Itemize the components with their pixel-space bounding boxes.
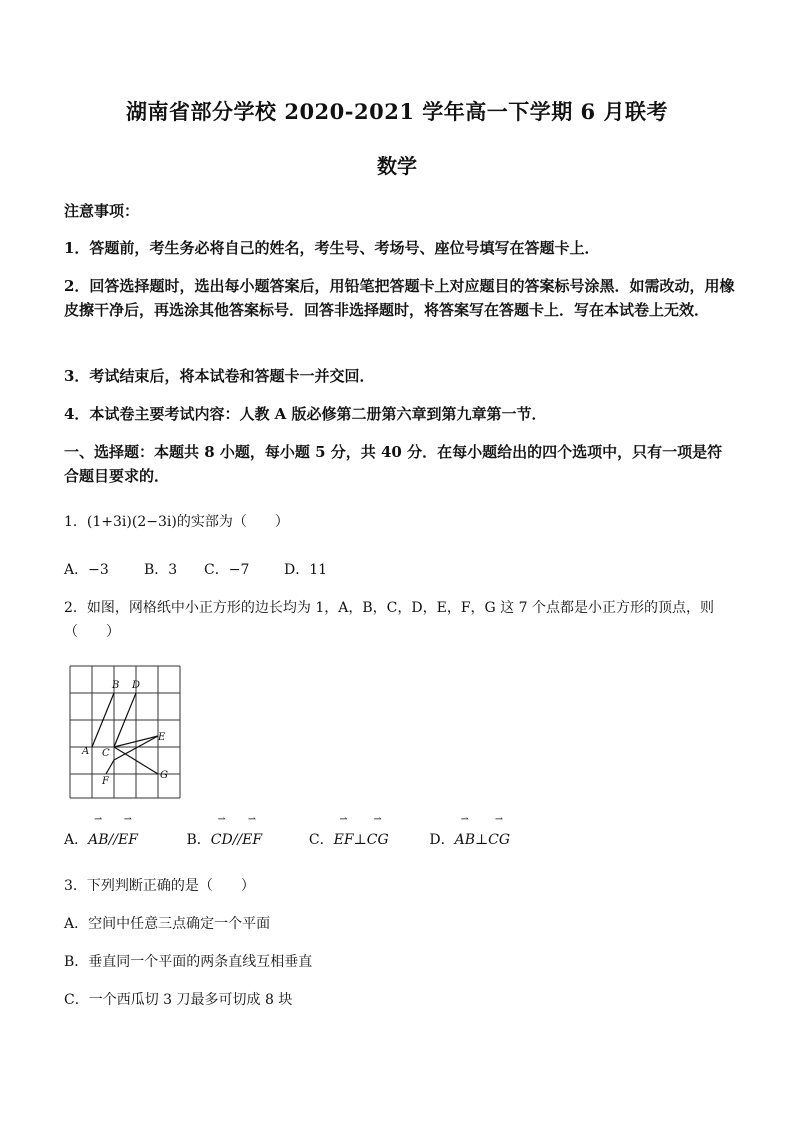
exam-subject: 数学 bbox=[377, 154, 417, 178]
notes-heading: 注意事项： bbox=[64, 202, 140, 220]
question-2-options bbox=[64, 828, 736, 852]
option-a: A．−3 bbox=[64, 562, 109, 578]
option-c: C．⇀ EF⊥⇀ CG bbox=[309, 828, 425, 852]
label-g: G bbox=[160, 770, 168, 781]
question-3-option-c: C．一个西瓜切 3 刀最多可切成 8 块 bbox=[64, 992, 293, 1008]
section-heading: 一、选择题：本题共 8 小题，每小题 5 分，共 40 分．在每小题给出的四个选项中，只有一项是符合题目要求的． bbox=[64, 443, 723, 485]
question-3-option-a: A．空间中任意三点确定一个平面 bbox=[64, 916, 271, 932]
point-labels bbox=[81, 680, 168, 787]
option-d: D．⇀ AB⊥⇀ CG bbox=[429, 828, 510, 852]
question-text: 的实部为（ ） bbox=[176, 514, 289, 530]
label-c: C bbox=[102, 748, 110, 759]
label-d: D bbox=[132, 680, 141, 691]
note-item-4: 4．本试卷主要考试内容：人教 A 版必修第二册第六章到第九章第一节． bbox=[64, 405, 547, 423]
exam-title: 湖南省部分学校 2020-2021 学年高一下学期 6 月联考 bbox=[126, 99, 668, 124]
complex-expression: (1+3i)(2−3i) bbox=[86, 514, 177, 530]
option-c: C．−7 bbox=[204, 562, 250, 578]
question-2: 2．如图，网格纸中小正方形的边长均为 1，A，B，C，D，E，F，G 这 7 个点都是小正方形的顶点，则（ ） bbox=[64, 600, 714, 640]
note-item-1: 1．答题前，考生务必将自己的姓名，考生号、考场号、座位号填写在答题卡上． bbox=[64, 239, 600, 257]
question-3: 3．下列判断正确的是（ ） bbox=[64, 878, 255, 894]
label-e: E bbox=[158, 732, 166, 743]
question-3-option-b: B．垂直同一个平面的两条直线互相垂直 bbox=[64, 954, 313, 970]
question-number: 1． bbox=[64, 514, 87, 530]
label-a: A bbox=[82, 746, 90, 757]
segments bbox=[92, 693, 158, 774]
grid-figure bbox=[66, 660, 186, 807]
option-a: A．⇀ AB//⇀ EF bbox=[64, 828, 182, 852]
option-b: B．3 bbox=[144, 562, 178, 578]
option-b: B．⇀ CD//⇀ EF bbox=[186, 828, 304, 852]
question-1-options bbox=[64, 558, 736, 582]
note-item-2: 2．回答选择题时，选出每小题答案后，用铅笔把答题卡上对应题目的答案标号涂黑．如需改动，用橡皮擦干净后，再选涂其他答案标号．回答非选择题时，将答案写在答题卡上．写在本试卷上无效． bbox=[64, 277, 735, 319]
note-item-3: 3．考试结束后，将本试卷和答题卡一并交回． bbox=[64, 367, 375, 385]
label-b: B bbox=[112, 680, 120, 691]
option-d: D．11 bbox=[284, 562, 328, 578]
grid-diagram bbox=[66, 660, 186, 802]
label-f: F bbox=[102, 776, 109, 787]
segment-ef-b bbox=[106, 760, 114, 774]
question-1 bbox=[64, 510, 736, 534]
